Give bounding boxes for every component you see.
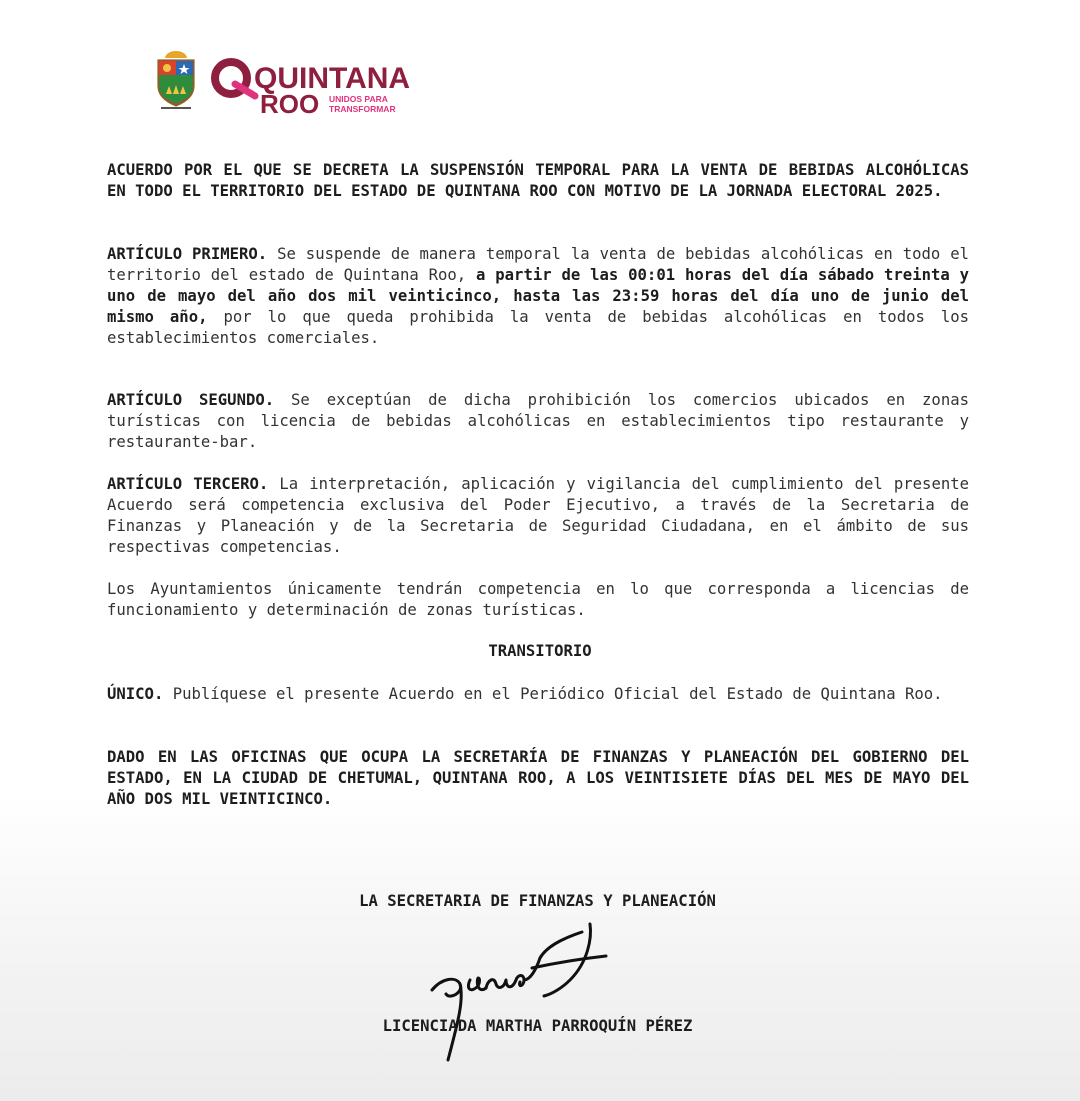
- articulo-tercero: [107, 474, 969, 558]
- unico-text: Publíquese el presente Acuerdo en el Periódico Oficial del Estado de Quintana Roo.: [163, 685, 943, 703]
- articulo-primero: [107, 244, 969, 349]
- signer-name: LICENCIADA MARTHA PARROQUÍN PÉREZ: [382, 1017, 693, 1035]
- articulo-primero-text-bold: a partir de las 00:01 horas del día sábado treinta y uno de mayo del año dos mil veinticinco, hasta las 23:59 horas del día uno de junio del mismo año,: [107, 266, 969, 326]
- logo-brand-line1: QUINTANA: [254, 62, 411, 95]
- articulo-tercero-label: ARTÍCULO TERCERO.: [107, 475, 269, 493]
- ayuntamientos-paragraph: Los Ayuntamientos únicamente tendrán competencia en lo que corresponda a licencias de funcionamiento y determinación de zonas turísticas.: [107, 580, 969, 619]
- logo-brand-line2: ROO: [260, 89, 320, 118]
- unico-label: ÚNICO.: [107, 685, 164, 703]
- articulo-segundo: [107, 390, 969, 453]
- articulo-primero-text-1: Se suspende de manera temporal la venta de bebidas alcohólicas en todo el territorio del estado de Quintana Roo,: [107, 245, 969, 284]
- logo-tagline-line2: TRANSFORMAR: [329, 104, 396, 114]
- decree-title: ACUERDO POR EL QUE SE DECRETA LA SUSPENSIÓN TEMPORAL PARA LA VENTA DE BEBIDAS ALCOHÓLICAS EN TODO EL TERRITORIO DEL ESTADO DE QUINTANA ROO CON MOTIVO DE LA JORNADA ELECTORAL 2025.: [107, 161, 969, 200]
- articulo-segundo-label: ARTÍCULO SEGUNDO.: [107, 391, 275, 409]
- unico-paragraph: [107, 684, 969, 705]
- articulo-primero-label: ARTÍCULO PRIMERO.: [107, 245, 268, 263]
- government-logo: [154, 50, 414, 118]
- state-coat-of-arms-icon: [154, 50, 198, 110]
- transitorio-heading: TRANSITORIO: [488, 642, 592, 660]
- handwritten-signature: [420, 918, 620, 1063]
- dado-en-paragraph: DADO EN LAS OFICINAS QUE OCUPA LA SECRETARÍA DE FINANZAS Y PLANEACIÓN DEL GOBIERNO DEL ESTADO, EN LA CIUDAD DE CHETUMAL, QUINTANA ROO, A LOS VEINTISIETE DÍAS DEL MES DE MAYO DEL AÑO DOS MIL VEINTICINCO.: [107, 748, 969, 808]
- articulo-tercero-text: La interpretación, aplicación y vigilancia del cumplimiento del presente Acuerdo será competencia exclusiva del Poder Ejecutivo, a través de la Secretaria de Finanzas y Planeación y de la Secretaria de Seguridad Ciudadana, en el ámbito de sus respectivas competencias.: [107, 475, 969, 556]
- quintana-roo-wordmark-logo: [208, 50, 414, 118]
- signature-office-title: LA SECRETARIA DE FINANZAS Y PLANEACIÓN: [359, 892, 716, 910]
- logo-tagline-line1: UNIDOS PARA: [329, 94, 388, 104]
- articulo-primero-text-2: por lo que queda prohibida la venta de bebidas alcohólicas en todos los establecimientos comerciales.: [107, 308, 969, 347]
- articulo-segundo-text: Se exceptúan de dicha prohibición los comercios ubicados en zonas turísticas con licencia de bebidas alcohólicas en establecimientos tipo restaurante y restaurante-bar.: [107, 391, 969, 451]
